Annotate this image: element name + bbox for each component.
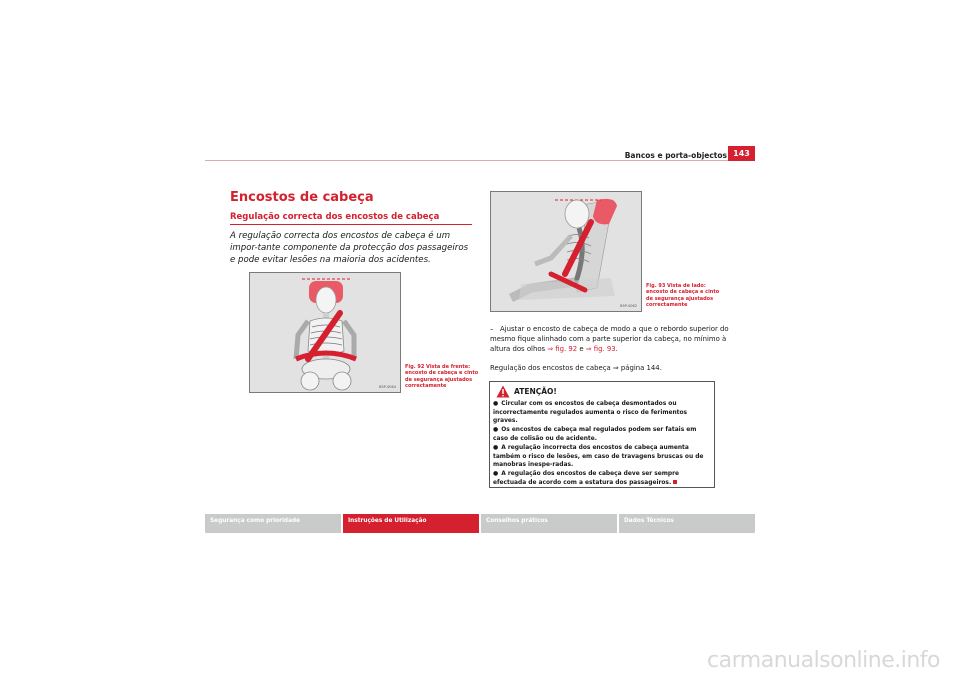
intro-paragraph: A regulação correcta dos encostos de cabeça é um impor-tante componente da protecção dos passageiros e pode evitar lesões na maioria dos acidentes.	[230, 231, 469, 265]
warning-item: ● A regulação dos encostos de cabeça deve ser sempre efectuada de acordo com a estatura dos passageiros.	[493, 470, 679, 486]
figure-92-caption: Fig. 92 Vista de frente: encosto de cabeça e cinto de segurança ajustados correctamente	[405, 364, 479, 390]
section-title: Encostos de cabeça	[230, 190, 374, 205]
figure-93	[490, 191, 642, 312]
front-view-illustration	[250, 273, 400, 392]
figure-93-caption: Fig. 93 Vista de lado: encosto de cabeça e cinto de segurança ajustados correctamente	[646, 283, 720, 309]
warning-title: ATENÇÃO!	[514, 387, 557, 396]
running-header: Bancos e porta-objectos	[624, 151, 727, 160]
page-number: 143	[728, 146, 755, 161]
warning-list	[493, 400, 711, 488]
chapter-tabs	[205, 514, 755, 533]
tab-conselhos[interactable]: Conselhos práticos	[481, 514, 617, 533]
warning-item: ● Circular com os encostos de cabeça desmontados ou incorrectamente regulados aumenta o risco de ferimentos graves.	[493, 400, 688, 425]
warning-item: ● Os encostos de cabeça mal regulados podem ser fatais em caso de colisão ou de acidente.	[493, 426, 697, 442]
subtitle-rule	[230, 224, 472, 225]
link-fig-92[interactable]: ⇒ fig. 92	[547, 345, 578, 353]
bullet-icon: ●	[493, 443, 499, 451]
warning-box	[489, 381, 715, 488]
link-fig-93[interactable]: ⇒ fig. 93	[585, 345, 616, 353]
figure-code: B5P-0064	[379, 385, 396, 389]
tab-instrucoes[interactable]: Instruções de Utilização	[343, 514, 479, 533]
instruction-step	[490, 324, 730, 354]
warning-item: ● A regulação incorrecta dos encostos de cabeça aumenta também o risco de lesões, em caso de travagens bruscas ou de manobras inespe-radas.	[493, 443, 704, 469]
step-text: Ajustar o encosto de cabeça de modo a que o rebordo superior do mesmo fique alinhado com a parte superior da cabeça, no mínimo à altura dos olhos	[490, 325, 729, 353]
tab-dados-tecnicos[interactable]: Dados Técnicos	[619, 514, 755, 533]
bullet-icon: ●	[493, 470, 499, 478]
section-subtitle: Regulação correcta dos encostos de cabeça	[230, 212, 440, 222]
step-end: .	[615, 345, 618, 353]
step-dash: –	[490, 325, 494, 333]
tab-seguranca[interactable]: Segurança como prioridade	[205, 514, 341, 533]
figure-92	[249, 272, 401, 393]
step-joiner: e	[577, 345, 586, 353]
side-view-illustration	[491, 192, 641, 311]
header-rule	[205, 160, 750, 161]
bullet-icon: ●	[493, 400, 499, 407]
bullet-icon: ●	[493, 426, 499, 434]
warning-icon	[496, 385, 510, 398]
figure-code: B5P-0062	[620, 304, 637, 308]
watermark-logo: carmanualsonline.info	[707, 648, 940, 673]
end-marker-icon	[673, 480, 677, 484]
cross-reference: Regulação dos encostos de cabeça ⇒ página 144.	[490, 364, 662, 372]
